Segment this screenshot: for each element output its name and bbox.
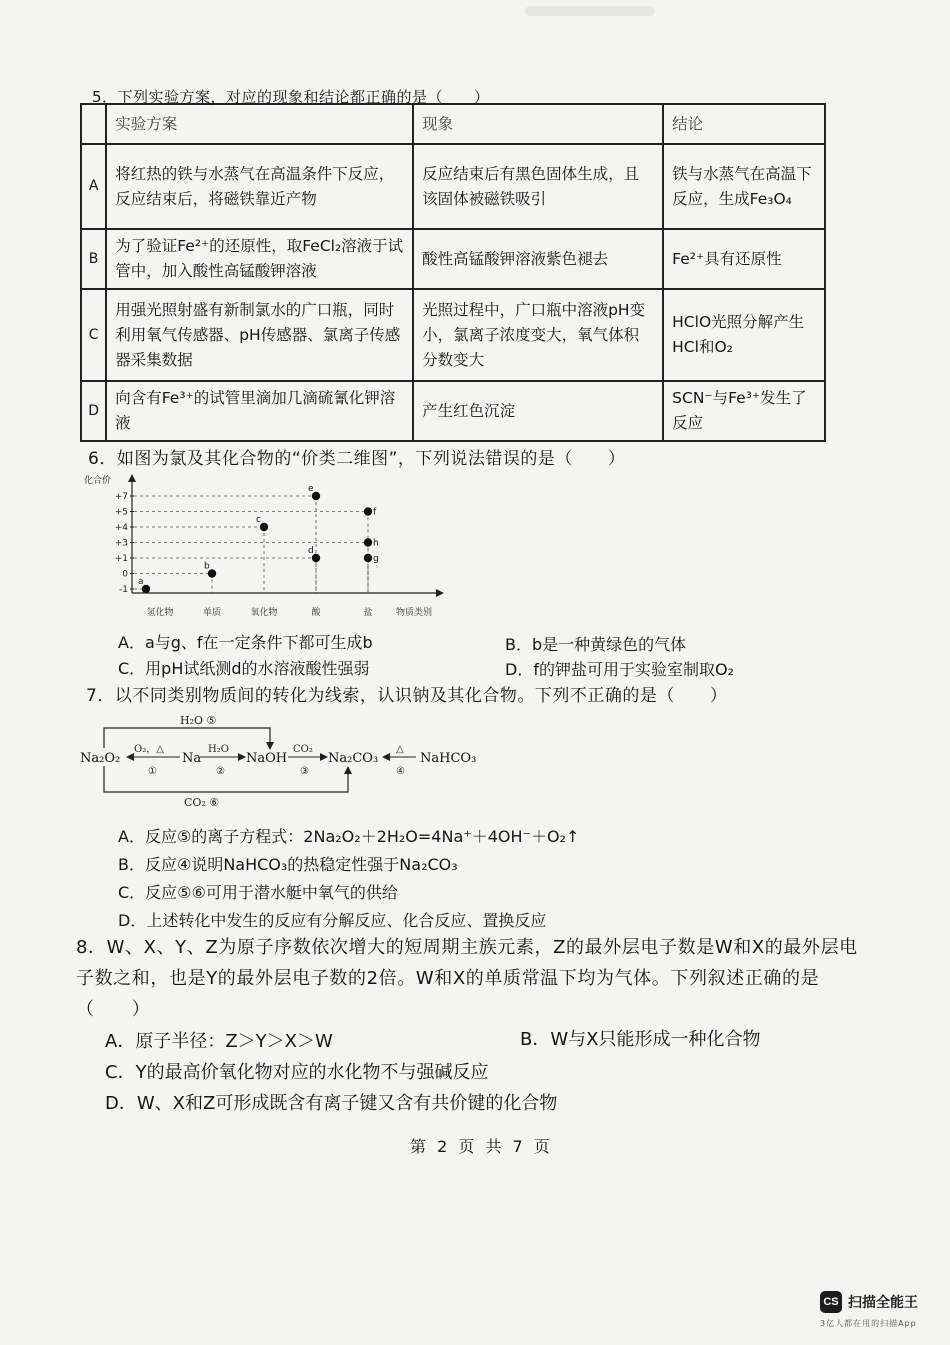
table-row — [81, 144, 825, 229]
camscanner-logo: CS — [820, 1291, 842, 1313]
point-label-g: g — [373, 554, 379, 564]
bracket-top-arrowhead — [266, 742, 274, 750]
point-label-d: d — [308, 546, 314, 556]
q6-option-c: C．用pH试纸测d的水溶液酸性强弱 — [118, 659, 370, 678]
bracket-top — [104, 728, 270, 748]
arrow-3-number: ③ — [300, 766, 309, 777]
header-conclusion: 结论 — [663, 104, 825, 144]
row-label: D — [81, 381, 106, 441]
point-g — [364, 554, 372, 562]
x-tick-label: 盐 — [363, 608, 373, 618]
q5-title: 5．下列实验方案，对应的现象和结论都正确的是（ ） — [92, 88, 490, 106]
label-bottom: CO₂ ⑥ — [184, 796, 220, 808]
q8-option-d: D．W、X和Z可形成既含有离子键又含有共价键的化合物 — [105, 1093, 558, 1114]
q8-option-a: A．原子半径：Z＞Y＞X＞W — [105, 1031, 333, 1052]
row-phenomenon: 产生红色沉淀 — [413, 381, 663, 441]
y-tick-label: +1 — [114, 554, 128, 564]
scan-smudge — [525, 6, 655, 16]
x-axis-arrow — [436, 589, 444, 597]
chart-ylabel: 化合价 — [84, 476, 112, 486]
sodium-conversion-diagram — [76, 708, 496, 808]
q6-option-a: A．a与g、f在一定条件下都可生成b — [118, 633, 373, 652]
x-tick-label: 氧化物 — [250, 608, 278, 618]
chart-xlabel: 物质类别 — [396, 608, 433, 618]
y-tick-label: -1 — [119, 585, 128, 595]
species-na2co3: Na₂CO₃ — [328, 751, 379, 766]
q5-table — [80, 103, 826, 442]
point-label-e: e — [308, 484, 314, 494]
header-blank — [81, 104, 106, 144]
row-label: C — [81, 289, 106, 381]
species-naoh: NaOH — [246, 751, 288, 766]
row-label: B — [81, 229, 106, 289]
bracket-bottom-arrowhead — [344, 766, 352, 774]
y-tick-label: +7 — [114, 492, 128, 502]
arrow-4-label: △ — [396, 744, 404, 755]
arrow-1-number: ① — [148, 766, 157, 777]
bracket-bottom — [104, 766, 348, 792]
arrow-1-head — [126, 753, 134, 761]
page-footer: 第 2 页 共 7 页 — [410, 1137, 553, 1156]
x-tick-label: 单质 — [202, 608, 222, 618]
header-plan: 实验方案 — [106, 104, 413, 144]
q7-option-b: B．反应④说明NaHCO₃的热稳定性强于Na₂CO₃ — [118, 855, 458, 874]
x-tick-label: 酸 — [311, 608, 321, 618]
row-plan: 向含有Fe³⁺的试管里滴加几滴硫氰化钾溶液 — [106, 381, 413, 441]
q7-option-c: C．反应⑤⑥可用于潜水艇中氧气的供给 — [118, 883, 398, 902]
arrow-1-label: O₂，△ — [134, 744, 164, 755]
q6-option-b: B．b是一种黄绿色的气体 — [505, 635, 687, 654]
point-c — [260, 523, 268, 531]
row-phenomenon: 反应结束后有黑色固体生成，且该固体被磁铁吸引 — [413, 144, 663, 229]
arrow-3-head — [320, 753, 328, 761]
arrow-4-number: ④ — [396, 766, 405, 777]
arrow-3-label: CO₂ — [293, 744, 313, 755]
valence-class-chart — [82, 470, 462, 620]
q6-option-d: D．f的钾盐可用于实验室制取O₂ — [505, 660, 734, 679]
q8-option-c: C．Y的最高价氧化物对应的水化物不与强碱反应 — [105, 1062, 489, 1083]
point-label-h: h — [373, 538, 379, 549]
camscanner-tagline: 3亿人都在用的扫描App — [820, 1319, 917, 1328]
row-phenomenon: 酸性高锰酸钾溶液紫色褪去 — [413, 229, 663, 289]
arrow-2-head — [238, 753, 246, 761]
row-plan: 为了验证Fe²⁺的还原性，取FeCl₂溶液于试管中，加入酸性高锰酸钾溶液 — [106, 229, 413, 289]
arrow-2-label: H₂O — [208, 744, 229, 755]
arrow-2-number: ② — [216, 766, 225, 777]
species-na2o2: Na₂O₂ — [80, 751, 121, 766]
row-label: A — [81, 144, 106, 229]
point-f — [364, 507, 372, 515]
y-axis-arrow — [128, 474, 136, 482]
row-conclusion: HClO光照分解产生HCl和O₂ — [663, 289, 825, 381]
camscanner-name: 扫描全能王 — [848, 1295, 918, 1311]
species-nahco3: NaHCO₃ — [420, 751, 477, 766]
table-row — [81, 229, 825, 289]
header-phenomenon: 现象 — [413, 104, 663, 144]
q8-stem: 8．W、X、Y、Z为原子序数依次增大的短周期主族元素，Z的最外层电子数是W和X的最外层电子数之和，也是Y的最外层电子数的2倍。W和X的单质常温下均为气体。下列叙述正确的是（ ） — [76, 937, 858, 1020]
q7-option-d: D．上述转化中发生的反应有分解反应、化合反应、置换反应 — [118, 911, 547, 930]
point-label-f: f — [373, 507, 377, 518]
table-row — [81, 289, 825, 381]
arrow-4-head — [382, 753, 390, 761]
q8-option-b: B．W与X只能形成一种化合物 — [520, 1029, 761, 1050]
q7-title: 7．以不同类别物质间的转化为线索，认识钠及其化合物。下列不正确的是（ ） — [86, 686, 728, 706]
point-h — [364, 538, 372, 546]
row-plan: 用强光照射盛有新制氯水的广口瓶，同时利用氧气传感器、pH传感器、氯离子传感器采集数据 — [106, 289, 413, 381]
x-tick-label: 氢化物 — [146, 608, 174, 618]
point-label-c: c — [256, 515, 261, 525]
row-plan: 将红热的铁与水蒸气在高温条件下反应，反应结束后，将磁铁靠近产物 — [106, 144, 413, 229]
q7-option-a: A．反应⑤的离子方程式：2Na₂O₂＋2H₂O=4Na⁺＋4OH⁻＋O₂↑ — [118, 827, 580, 846]
point-label-a: a — [138, 577, 144, 587]
q6-title: 6．如图为氯及其化合物的“价类二维图”，下列说法错误的是（ ） — [88, 449, 626, 469]
species-na: Na — [182, 751, 202, 766]
row-phenomenon: 光照过程中，广口瓶中溶液pH变小，氯离子浓度变大，氧气体积分数变大 — [413, 289, 663, 381]
y-tick-label: +5 — [114, 507, 128, 518]
table-header-row — [81, 104, 825, 144]
row-conclusion: SCN⁻与Fe³⁺发生了反应 — [663, 381, 825, 441]
row-conclusion: 铁与水蒸气在高温下反应，生成Fe₃O₄ — [663, 144, 825, 229]
y-tick-label: +3 — [114, 538, 128, 549]
point-label-b: b — [204, 561, 210, 572]
label-top: H₂O ⑤ — [180, 714, 217, 727]
y-tick-label: 0 — [122, 569, 128, 580]
table-row — [81, 381, 825, 441]
row-conclusion: Fe²⁺具有还原性 — [663, 229, 825, 289]
y-tick-label: +4 — [114, 523, 128, 533]
